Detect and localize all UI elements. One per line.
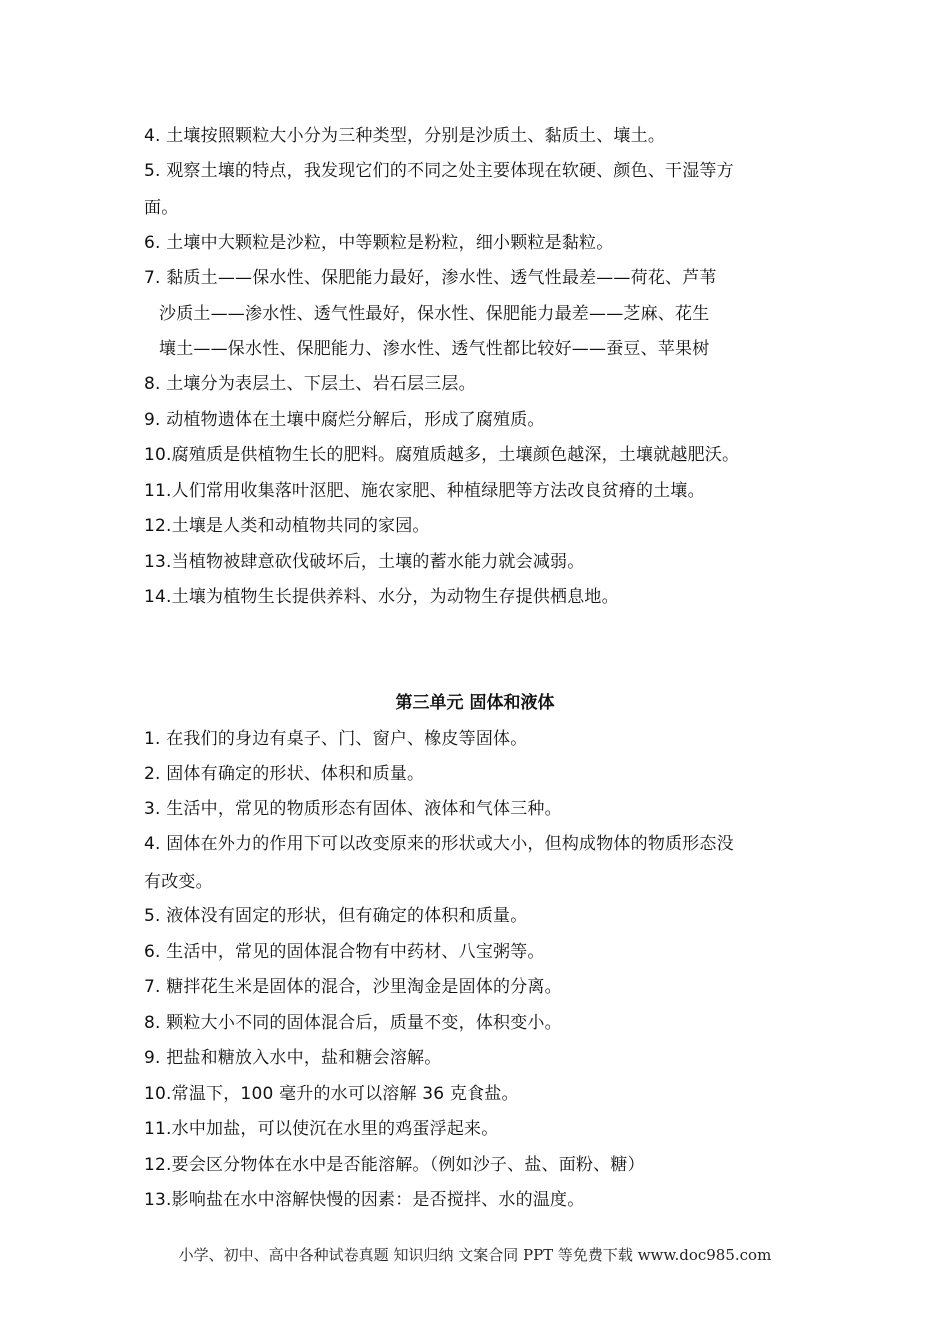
list-item: 7. 黏质土——保水性、保肥能力最好，渗水性、透气性最差——荷花、芦苇 [144,268,717,288]
list-item: 9. 把盐和糖放入水中，盐和糖会溶解。 [144,1048,442,1068]
list-item: 8. 土壤分为表层土、下层土、岩石层三层。 [144,374,476,394]
list-item: 7. 糖拌花生米是固体的混合，沙里淘金是固体的分离。 [144,977,562,997]
list-item: 10.常温下，100 毫升的水可以溶解 36 克食盐。 [144,1084,519,1104]
list-item: 6. 生活中，常见的固体混合物有中药材、八宝粥等。 [144,942,545,962]
list-item: 5. 观察土壤的特点，我发现它们的不同之处主要体现在软硬、颜色、干湿等方 [144,161,734,181]
list-item: 10.腐殖质是供植物生长的肥料。腐殖质越多，土壤颜色越深，土壤就越肥沃。 [144,445,740,465]
list-item: 11.人们常用收集落叶沤肥、施农家肥、种植绿肥等方法改良贫瘠的土壤。 [144,481,705,501]
list-item: 5. 液体没有固定的形状，但有确定的体积和质量。 [144,906,528,926]
list-item: 3. 生活中，常见的物质形态有固体、液体和气体三种。 [144,799,562,819]
list-item: 14.土壤为植物生长提供养料、水分，为动物生存提供栖息地。 [144,587,619,607]
list-item: 4. 固体在外力的作用下可以改变原来的形状或大小，但构成物体的物质形态没 [144,834,734,854]
list-item: 壤土——保水性、保肥能力、渗水性、透气性都比较好——蚕豆、苹果树 [159,339,710,359]
list-item: 6. 土壤中大颗粒是沙粒，中等颗粒是粉粒，细小颗粒是黏粒。 [144,233,614,253]
list-item: 8. 颗粒大小不同的固体混合后，质量不变，体积变小。 [144,1013,562,1033]
list-item: 9. 动植物遗体在土壤中腐烂分解后，形成了腐殖质。 [144,410,545,430]
list-item: 有改变。 [144,872,213,892]
list-item: 13.当植物被肆意砍伐破坏后，土壤的蓄水能力就会减弱。 [144,552,585,572]
section-title: 第三单元 固体和液体 [395,693,555,713]
list-item: 沙质土——渗水性、透气性最好，保水性、保肥能力最差——芝麻、花生 [159,304,710,324]
list-item: 4. 土壤按照颗粒大小分为三种类型，分别是沙质土、黏质土、壤土。 [144,126,666,146]
list-item: 13.影响盐在水中溶解快慢的因素：是否搅拌、水的温度。 [144,1190,585,1210]
list-item: 1. 在我们的身边有桌子、门、窗户、橡皮等固体。 [144,729,528,749]
list-item: 12.土壤是人类和动植物共同的家园。 [144,516,430,536]
list-item: 12.要会区分物体在水中是否能溶解。（例如沙子、盐、面粉、糖） [144,1155,645,1175]
page-footer: 小学、初中、高中各种试卷真题 知识归纳 文案合同 PPT 等免费下载 www.doc985.com [178,1246,772,1264]
list-item: 面。 [144,198,179,218]
list-item: 2. 固体有确定的形状、体积和质量。 [144,764,425,784]
list-item: 11.水中加盐，可以使沉在水里的鸡蛋浮起来。 [144,1119,499,1139]
